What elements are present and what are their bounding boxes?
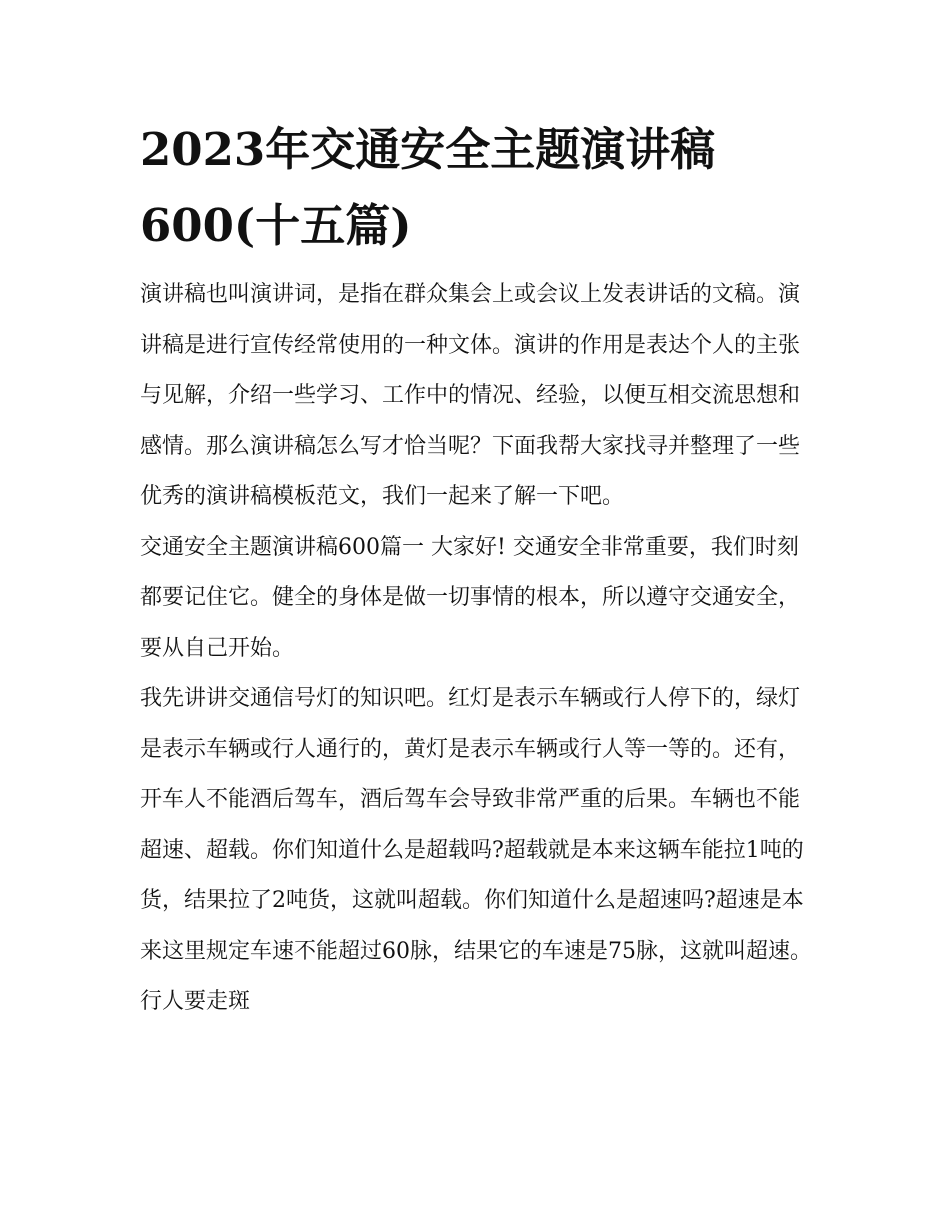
traffic-signal-paragraph: 我先讲讲交通信号灯的知识吧。红灯是表示车辆或行人停下的，绿灯是表示车辆或行人通行的，黄灯是表示车辆或行人等一等的。还有，开车人不能酒后驾车，酒后驾车会导致非常严重的后果。车辆也不能超速、超载。你们知道什么是超载吗?超载就是本来这辆车能拉1吨的货，结果拉了2吨货，这就叫超载。你们知道什么是超速吗?超速是本来这里规定车速不能超过60脉，结果它的车速是75脉，这就叫超速。行人要走斑 [140,686,812,1014]
intro-paragraph: 演讲稿也叫演讲词，是指在群众集会上或会议上发表讲话的文稿。演讲稿是进行宣传经常使用的一种文体。演讲的作用是表达个人的主张与见解，介绍一些学习、工作中的情况、经验，以便互相交流思想和感情。那么演讲稿怎么写才恰当呢？下面我帮大家找寻并整理了一些优秀的演讲稿模板范文，我们一起来了解一下吧。 [140,282,801,509]
document-title [140,112,812,264]
document-page [140,112,812,1028]
speech-one-opening-paragraph: 交通安全主题演讲稿600篇一 大家好! 交通安全非常重要，我们时刻都要记住它。健全的身体是做一切事情的根本，所以遵守交通安全，要从自己开始。 [140,534,801,661]
title-line-2: 600(十五篇) [140,199,412,252]
title-line-1: 2023年交通安全主题演讲稿 [140,123,716,176]
